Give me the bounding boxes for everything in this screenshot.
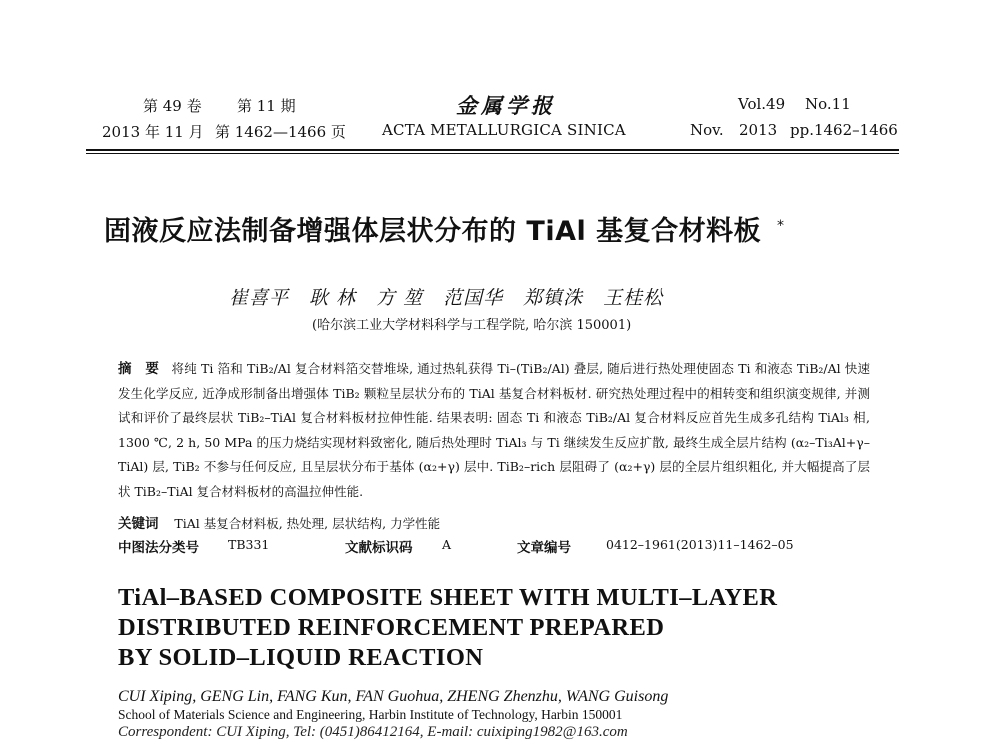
year-en: 2013 — [739, 121, 778, 139]
correspondent-line: Correspondent: CUI Xiping, Tel: (0451)86412164, E-mail: cuixiping1982@163.com — [118, 724, 628, 740]
doc-code-label: 文献标识码 — [345, 540, 413, 556]
abstract-text: 将纯 Ti 箔和 TiB₂/Al 复合材料箔交替堆垛, 通过热轧获得 Ti–(TiB₂/Al) 叠层, 随后进行热处理使固态 Ti 和液态 TiB₂/Al 快速发生化学反应, 近净成形制备出增强体 TiB₂ 颗粒呈层状分布的 TiAl 基复合材料板材. 研究热处理过程中的相转变和组织演变规律, 并测试和评价了最终层状 TiB₂–TiAl 复合材料板材拉伸性能. 结果表明: 固态 Ti 和液态 TiB₂/Al 复合材料反应首先生成多孔结构 TiAl₃ 相, 1300 ℃, 2 h, 50 MPa 的压力烧结实现材料致密化, 随后热处理时 TiAl₃ 与 Ti 继续发生反应扩散, 最终生成全层片结构 (α₂–Ti₃Al+γ–TiAl) 层, TiB₂ 不参与任何反应, 且呈层状分布于基体 (α₂+γ) 层中. TiB₂–rich 层阻碍了 (α₂+γ) 层的全层片组织粗化, 并大幅提高了层状 TiB₂–TiAl 复合材料板材的高温拉伸性能. — [118, 361, 870, 499]
clc-value: TB331 — [228, 537, 270, 552]
vol-en: Vol.49 — [738, 95, 786, 113]
paper-title-cn-text: 固液反应法制备增强体层状分布的 TiAl 基复合材料板 — [104, 216, 762, 247]
clc-label: 中图法分类号 — [118, 540, 199, 556]
affiliation-en: School of Materials Science and Engineering, Harbin Institute of Technology, Harbin 150001 — [118, 707, 623, 722]
keywords-cn — [118, 512, 440, 532]
title-en-line: TiAl–BASED COMPOSITE SHEET WITH MULTI–LAYER — [118, 584, 778, 611]
month-en: Nov. — [690, 121, 724, 139]
title-en-line: DISTRIBUTED REINFORCEMENT PREPARED — [118, 614, 665, 641]
article-no-label: 文章编号 — [517, 540, 571, 556]
journal-title-cn: 金属学报 — [456, 93, 556, 118]
date-cn: 2013 年 11 月 — [102, 123, 204, 141]
authors-en: CUI Xiping, GENG Lin, FANG Kun, FAN Guohua, ZHENG Zhenzhu, WANG Guisong — [118, 688, 669, 705]
authors-cn: 崔喜平 耿 林 方 堃 范国华 郑镇洙 王桂松 — [229, 287, 664, 309]
keywords-text: TiAl 基复合材料板, 热处理, 层状结构, 力学性能 — [174, 516, 441, 531]
volume-cn: 第 49 卷 — [143, 97, 202, 115]
article-no-value: 0412–1961(2013)11–1462–05 — [606, 537, 794, 552]
keywords-label: 关键词 — [118, 516, 159, 532]
paper-title-en — [118, 583, 777, 673]
title-footnote-mark: * — [777, 218, 785, 234]
doc-code-value: A — [442, 537, 452, 552]
no-en: No.11 — [805, 95, 851, 113]
issue-cn: 第 11 期 — [237, 97, 296, 115]
title-en-line: BY SOLID–LIQUID REACTION — [118, 644, 484, 671]
abstract-cn — [118, 357, 870, 505]
pages-en: pp.1462–1466 — [790, 121, 898, 139]
journal-title-en: ACTA METALLURGICA SINICA — [382, 121, 626, 139]
abstract-label: 摘 要 — [118, 361, 160, 377]
pages-cn: 第 1462—1466 页 — [215, 123, 346, 141]
paper-title-cn — [104, 209, 785, 248]
header-rule-thin — [86, 153, 899, 154]
header-rule-thick — [86, 149, 899, 151]
affiliation-cn: (哈尔滨工业大学材料科学与工程学院, 哈尔滨 150001) — [312, 318, 632, 333]
